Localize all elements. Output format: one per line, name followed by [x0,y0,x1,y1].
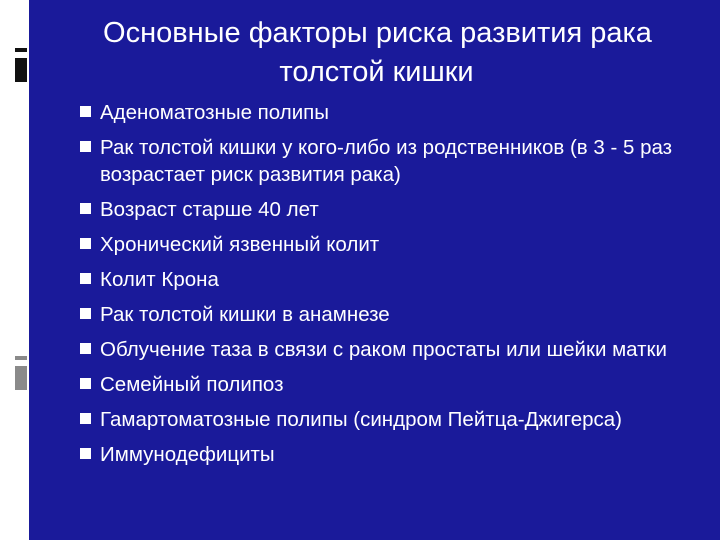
title-line-1: Основные факторы риска развития рака [103,17,652,49]
square-bullet-icon [80,448,91,459]
list-item [80,231,700,258]
square-bullet-icon [80,378,91,389]
square-bullet-icon [80,413,91,424]
list-item-text: Возраст старше 40 лет [100,198,319,221]
decorative-bars-top [0,48,30,88]
risk-factor-list [80,99,700,476]
square-bullet-icon [80,343,91,354]
bar-thick-bottom [15,366,27,390]
list-item-text: Рак толстой кишки в анамнезе [100,303,390,326]
list-item [80,406,700,433]
list-item-text: Рак толстой кишки у кого-либо из родственников (в 3 - 5 раз возрастает риск развития рака) [100,136,673,186]
bar-thin-top [15,48,27,52]
list-item [80,371,700,398]
list-item-text: Иммунодефициты [100,443,275,466]
list-item-text: Облучение таза в связи с раком простаты или шейки матки [100,338,667,361]
square-bullet-icon [80,106,91,117]
list-item-text: Семейный полипоз [100,373,284,396]
square-bullet-icon [80,141,91,152]
list-item [80,266,700,293]
list-item-text: Колит Крона [100,268,219,291]
list-item [80,441,700,468]
list-item [80,196,700,223]
list-item [80,336,700,363]
square-bullet-icon [80,238,91,249]
slide-title [29,14,720,92]
list-item [80,301,700,328]
square-bullet-icon [80,203,91,214]
list-item-text: Хронический язвенный колит [100,233,380,256]
decorative-bars-bottom [0,356,30,396]
list-item-text: Аденоматозные полипы [100,101,329,124]
list-item-text: Гамартоматозные полипы (синдром Пейтца-Джигерса) [100,408,622,431]
list-item [80,99,700,126]
bar-thick-top [15,58,27,82]
bar-thin-bottom [15,356,27,360]
list-item [80,134,700,188]
title-line-2: толстой кишки [279,56,474,88]
square-bullet-icon [80,308,91,319]
square-bullet-icon [80,273,91,284]
